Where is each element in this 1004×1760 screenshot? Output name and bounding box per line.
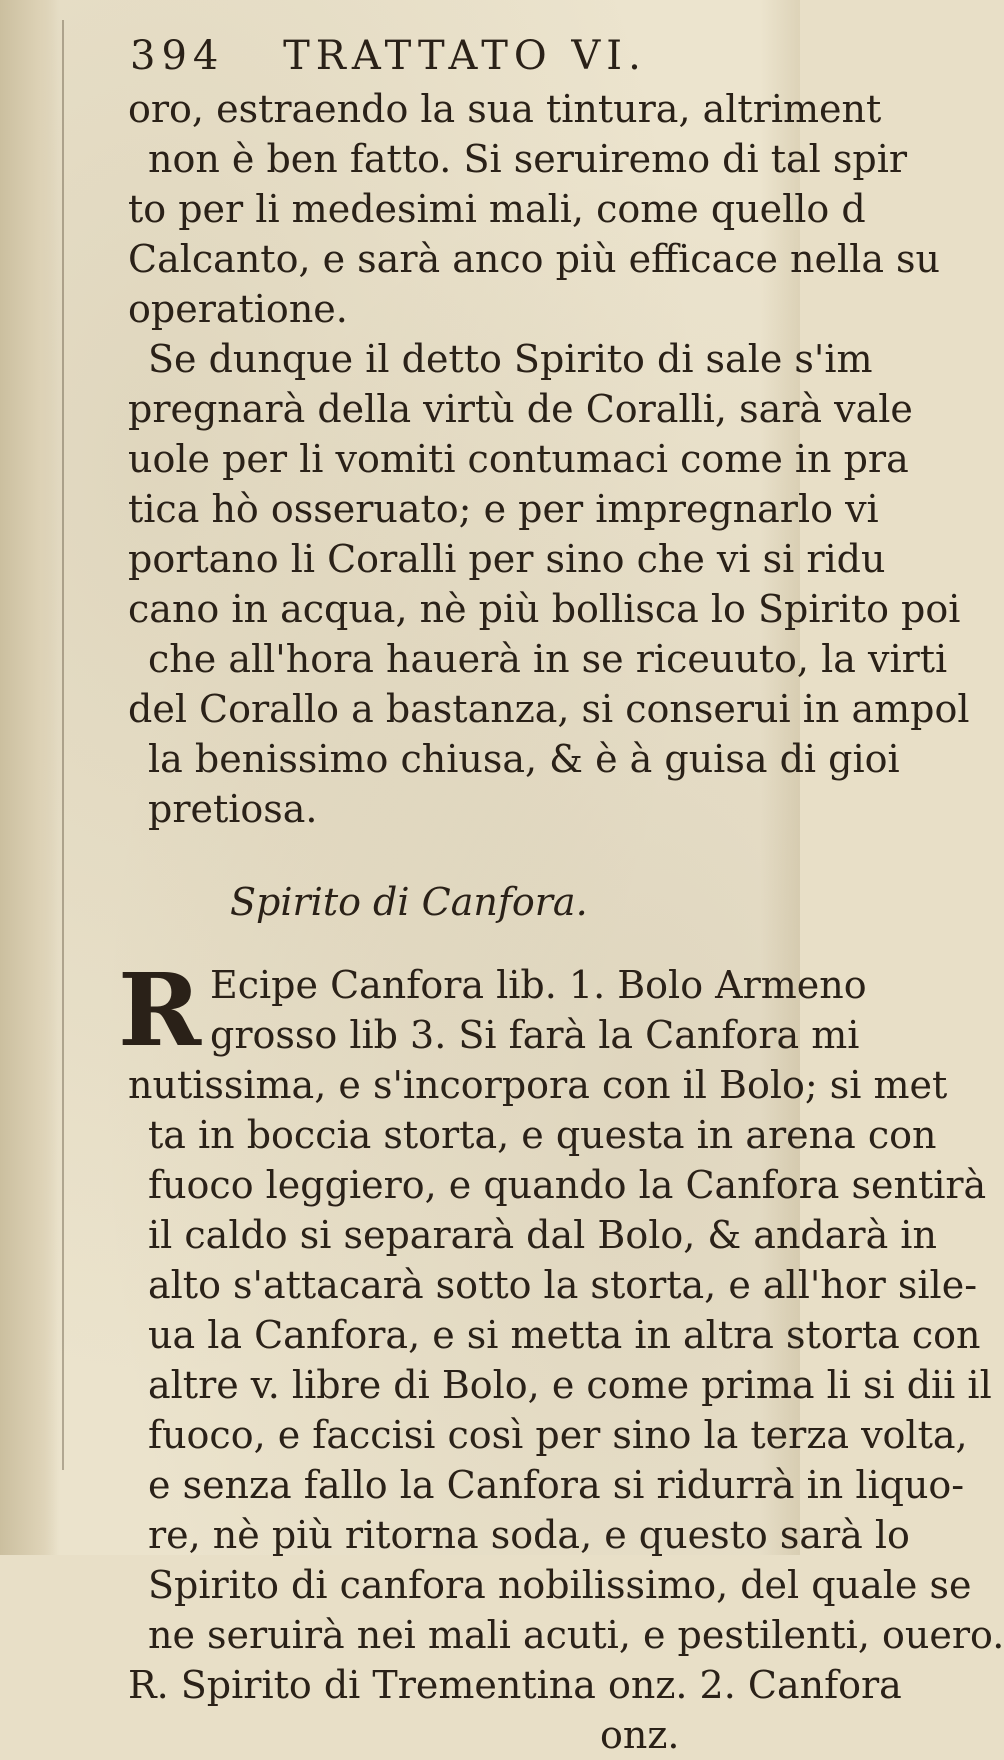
text-line: Calcanto, e sarà anco più efficace nella su (128, 237, 941, 281)
paragraph-2 (100, 334, 970, 834)
text-line: portano li Coralli per sino che vi si ridu (128, 537, 886, 581)
text-line: che all'hora hauerà in se riceuuto, la virti (148, 637, 948, 681)
text-line: altre v. libre di Bolo, e come prima li si dii il (148, 1363, 992, 1407)
text-line: grosso lib 3. Si farà la Canfora mi (210, 1013, 860, 1057)
text-line: re, nè più ritorna soda, e questo sarà lo (148, 1513, 910, 1557)
header-title: TRATTATO VI. (283, 33, 647, 79)
text-line: fuoco, e faccisi così per sino la terza volta, (148, 1413, 968, 1457)
text-block (100, 28, 1004, 1760)
text-line: e senza fallo la Canfora si ridurrà in liquo- (148, 1463, 965, 1507)
text-line: uole per li vomiti contumaci come in pra (128, 437, 909, 481)
text-line: Se dunque il detto Spirito di sale s'im (148, 337, 873, 381)
text-line: fuoco leggiero, e quando la Canfora sentirà (148, 1163, 987, 1207)
page-gutter (0, 0, 58, 1555)
section-title: Spirito di Canfora. (230, 880, 588, 924)
text-line: cano in acqua, nè più bollisca lo Spirito poi (128, 587, 961, 631)
text-line: oro, estraendo la sua tintura, altriment (128, 87, 882, 131)
text-line: pregnarà della virtù de Coralli, sarà vale (128, 387, 913, 431)
catchword: onz. (600, 1713, 680, 1757)
text-line: Ecipe Canfora lib. 1. Bolo Armeno (210, 963, 867, 1007)
text-line: ta in boccia storta, e questa in arena con (148, 1113, 937, 1157)
text-line: to per li medesimi mali, come quello d (128, 187, 866, 231)
drop-cap: R (118, 951, 202, 1069)
gutter-edge (62, 20, 64, 1470)
paragraph-1 (100, 84, 941, 334)
text-line: nutissima, e s'incorpora con il Bolo; si met (128, 1063, 948, 1107)
text-line: del Corallo a bastanza, si conserui in ampol (128, 687, 970, 731)
text-line: alto s'attacarà sotto la storta, e all'hor sile- (148, 1263, 978, 1307)
text-line: non è ben fatto. Si seruiremo di tal spir (148, 137, 908, 181)
text-line: la benissimo chiusa, & è à guisa di gioi (148, 737, 900, 781)
recipe (100, 951, 1004, 1710)
text-line: il caldo si separarà dal Bolo, & andarà in (148, 1213, 937, 1257)
text-line: ua la Canfora, e si metta in altra storta con (148, 1313, 981, 1357)
text-line: R. Spirito di Trementina onz. 2. Canfora (128, 1663, 902, 1707)
text-line: tica hò osseruato; e per impregnarlo vi (128, 487, 879, 531)
page-number: 394 (130, 33, 225, 79)
running-header (130, 28, 800, 84)
text-line: Spirito di canfora nobilissimo, del quale se (148, 1563, 972, 1607)
text-line: pretiosa. (148, 787, 318, 831)
text-line: ne seruirà nei mali acuti, e pestilenti, ouero. (148, 1613, 1004, 1657)
text-line: operatione. (128, 287, 348, 331)
